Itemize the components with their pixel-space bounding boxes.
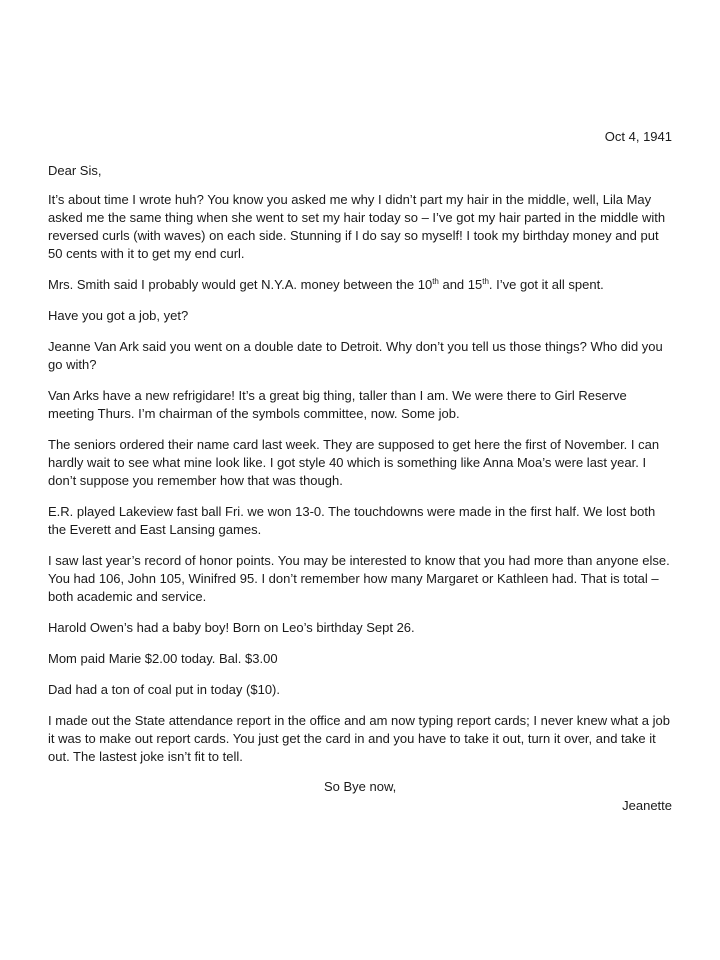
- paragraph-nya-money: [48, 276, 674, 294]
- paragraph-name-cards: The seniors ordered their name card last week. They are supposed to get here the first of November. I can hardly wait to see what mine look like. I got style 40 which is something like Anna Moa’s were last year. I don’t suppose you remember how that was though.: [48, 437, 660, 488]
- paragraph-payment: Mom paid Marie $2.00 today. Bal. $3.00: [48, 651, 278, 666]
- signature: Jeanette: [622, 798, 672, 813]
- paragraph-hair: It’s about time I wrote huh? You know you asked me why I didn’t part my hair in the middle, well, Lila May asked me the same thing when she went to set my hair today so – I’ve got my hair parted in the middle with reversed curls (with waves) on each side. Stunning if I do say so myself! I took my birthday money and put 50 cents with it to get my end curl.: [48, 192, 666, 261]
- paragraph-job: Have you got a job, yet?: [48, 308, 189, 323]
- nya-text-part2: and 15: [438, 277, 483, 292]
- paragraph-honor-points: I saw last year’s record of honor points. You may be interested to know that you had more than anyone else. You had 106, John 105, Winifred 95. I don’t remember how many Margaret or Kathleen had. That is total – both academic and service.: [48, 553, 670, 604]
- letter-date: Oct 4, 1941: [604, 129, 672, 144]
- nya-text-part3: . I’ve got it all spent.: [488, 277, 604, 292]
- paragraph-football: E.R. played Lakeview fast ball Fri. we won 13-0. The touchdowns were made in the first half. We lost both the Everett and East Lansing games.: [48, 504, 656, 537]
- paragraph-coal: Dad had a ton of coal put in today ($10).: [48, 682, 280, 697]
- paragraph-report-cards: I made out the State attendance report in the office and am now typing report cards; I never knew what a job it was to make out report cards. You just get the card in and you have to take it out, turn it over, and take it out. The lastest joke isn’t fit to tell.: [48, 713, 670, 764]
- paragraph-refrigerator: Van Arks have a new refrigidare! It’s a great big thing, taller than I am. We were there to Girl Reserve meeting Thurs. I’m chairman of the symbols committee, now. Some job.: [48, 388, 627, 421]
- paragraph-double-date: Jeanne Van Ark said you went on a double date to Detroit. Why don’t you tell us those things? Who did you go with?: [48, 339, 663, 372]
- salutation: Dear Sis,: [48, 163, 102, 178]
- paragraph-baby: Harold Owen’s had a baby boy! Born on Leo’s birthday Sept 26.: [48, 620, 415, 635]
- ordinal-suffix: th: [482, 277, 489, 286]
- letter-body: [48, 162, 674, 779]
- nya-text-part1: Mrs. Smith said I probably would get N.Y.A. money between the 10: [48, 277, 433, 292]
- closing: So Bye now,: [324, 779, 397, 794]
- ordinal-suffix: th: [432, 277, 439, 286]
